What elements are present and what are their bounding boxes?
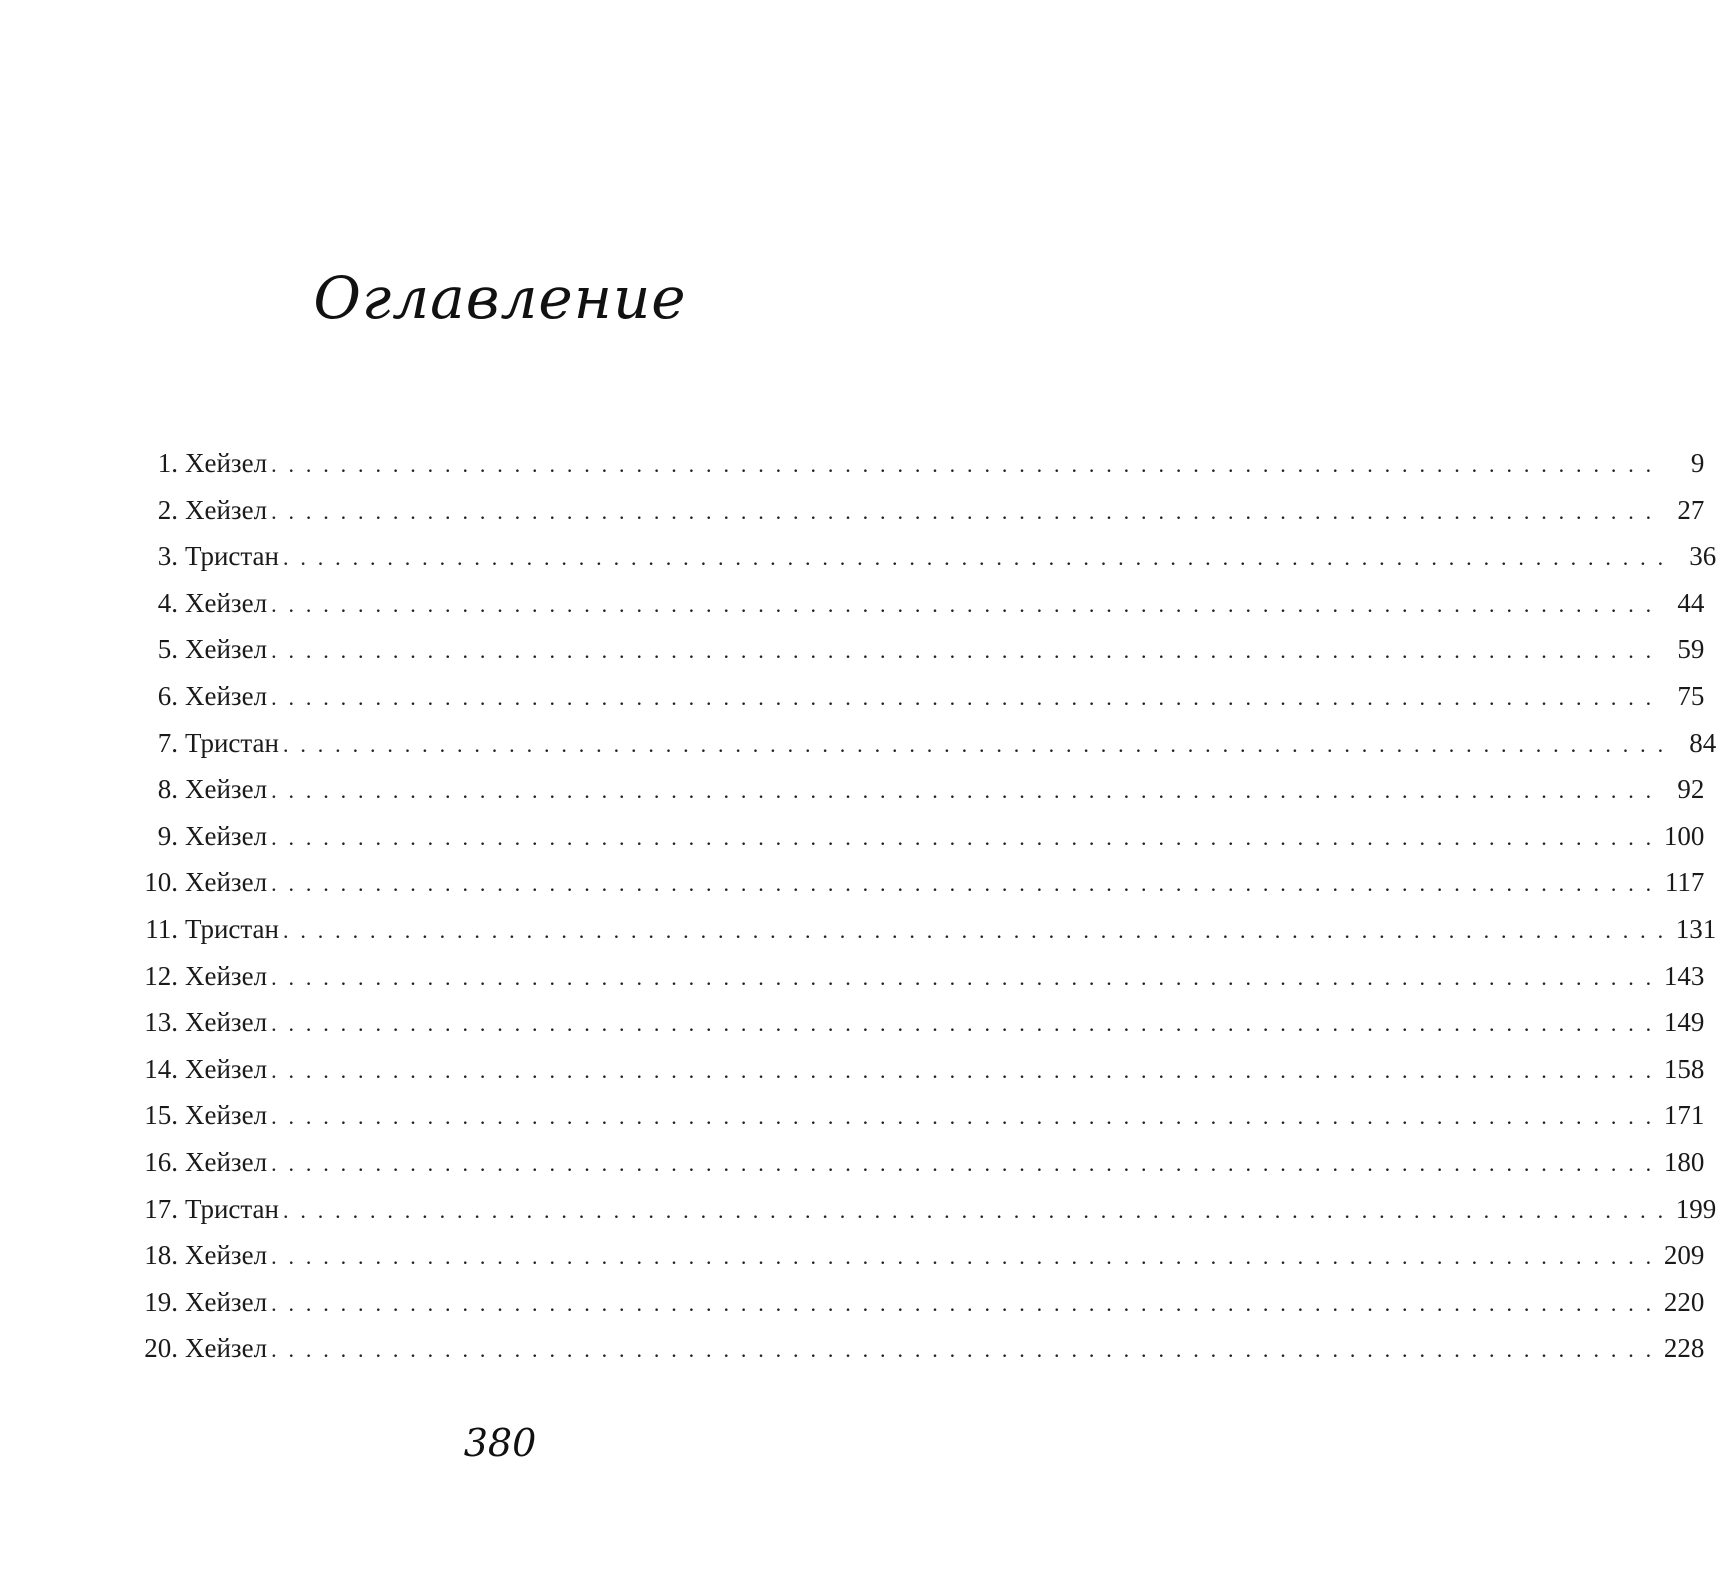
toc-entry-page: 9: [1690, 448, 1705, 478]
dot-leader: . . . . . . . . . . . . . . . . . . . . . . . . . . . . . . . . . . . . . . . . . . . . . . . . . . . . . . . . . . . . . . . . . . . . . . . . . . . . . . . .: [282, 731, 1667, 757]
toc-entry-number: 8.: [157, 774, 178, 805]
dot-leader: . . . . . . . . . . . . . . . . . . . . . . . . . . . . . . . . . . . . . . . . . . . . . . . . . . . . . . . . . . . . . . . . . . . . . . . . . . . . . . . .: [271, 498, 1655, 524]
toc-entry: [128, 906, 1716, 953]
toc-entry-number: 3.: [157, 541, 178, 572]
toc-entry-number: 11.: [145, 913, 178, 944]
toc-entry-number: 4.: [157, 587, 178, 618]
toc-entry-page: 100: [1663, 820, 1705, 851]
toc-entry-title: Хейзел: [185, 634, 268, 665]
toc-entry-number: 20.: [144, 1333, 178, 1364]
toc-entry-page: 84: [1689, 727, 1716, 758]
toc-entry-page: 27: [1677, 494, 1705, 525]
toc-entry-page: 59: [1677, 634, 1705, 665]
toc-entry: [128, 813, 1705, 860]
toc-entry-title: Хейзел: [185, 1100, 268, 1131]
toc-entry: [128, 1139, 1705, 1186]
toc-entry-title: Хейзел: [185, 960, 268, 991]
toc-entry-number: 15.: [144, 1100, 178, 1131]
toc-entry-title: Хейзел: [185, 1240, 268, 1271]
toc-entry-title: Хейзел: [185, 448, 268, 478]
toc-entry-page: 149: [1663, 1007, 1705, 1038]
dot-leader: . . . . . . . . . . . . . . . . . . . . . . . . . . . . . . . . . . . . . . . . . . . . . . . . . . . . . . . . . . . . . . . . . . . . . . . . . . . . . . . .: [271, 964, 1655, 990]
dot-leader: . . . . . . . . . . . . . . . . . . . . . . . . . . . . . . . . . . . . . . . . . . . . . . . . . . . . . . . . . . . . . . . . . . . . . . . . . . . . . . . .: [271, 638, 1655, 664]
toc-entry-title: Хейзел: [185, 1053, 268, 1084]
toc-entry-page: 228: [1663, 1333, 1705, 1364]
toc-entry: [128, 487, 1705, 534]
toc-entry-title: Хейзел: [185, 1146, 268, 1177]
toc-entry-title: Тристан: [185, 1193, 279, 1224]
page-title: Оглавление: [313, 264, 687, 332]
toc-entry: [128, 1046, 1705, 1093]
dot-leader: . . . . . . . . . . . . . . . . . . . . . . . . . . . . . . . . . . . . . . . . . . . . . . . . . . . . . . . . . . . . . . . . . . . . . . . . . . . . . . . .: [271, 1057, 1655, 1083]
toc-entry: [128, 953, 1705, 1000]
dot-leader: . . . . . . . . . . . . . . . . . . . . . . . . . . . . . . . . . . . . . . . . . . . . . . . . . . . . . . . . . . . . . . . . . . . . . . . . . . . . . . . .: [271, 452, 1655, 477]
toc-entry-title: Хейзел: [185, 680, 268, 711]
toc-entry-number: 2.: [157, 494, 178, 525]
toc-entry: [128, 1279, 1705, 1326]
toc-entry: [128, 766, 1705, 813]
toc-entry-number: 16.: [144, 1146, 178, 1177]
toc-entry: [128, 859, 1705, 906]
toc-entry: [128, 720, 1716, 767]
toc-entry: [128, 626, 1705, 673]
toc-entry-number: 1.: [157, 448, 178, 478]
dot-leader: . . . . . . . . . . . . . . . . . . . . . . . . . . . . . . . . . . . . . . . . . . . . . . . . . . . . . . . . . . . . . . . . . . . . . . . . . . . . . . . .: [271, 824, 1655, 850]
toc-entry: [128, 999, 1705, 1046]
toc-entry-title: Тристан: [185, 913, 279, 944]
toc-entry-page: 209: [1663, 1240, 1705, 1271]
toc-entry: [128, 533, 1716, 580]
toc-entry-number: 19.: [144, 1286, 178, 1317]
toc-entry-number: 18.: [144, 1240, 178, 1271]
toc-entry-page: 92: [1677, 774, 1705, 805]
toc-entry: [128, 1186, 1716, 1233]
toc-entry-page: 36: [1689, 541, 1716, 572]
toc-entry-number: 9.: [157, 820, 178, 851]
toc-entry-title: Хейзел: [185, 867, 268, 898]
dot-leader: . . . . . . . . . . . . . . . . . . . . . . . . . . . . . . . . . . . . . . . . . . . . . . . . . . . . . . . . . . . . . . . . . . . . . . . . . . . . . . . .: [271, 1104, 1655, 1130]
toc-entry-title: Хейзел: [185, 1333, 268, 1364]
toc-entry-title: Хейзел: [185, 494, 268, 525]
toc-entry: [128, 1325, 1705, 1372]
toc-entry-page: 131: [1675, 913, 1716, 944]
toc-entry-page: 44: [1677, 587, 1705, 618]
toc-entry-title: Хейзел: [185, 820, 268, 851]
table-of-contents: [128, 440, 1716, 1372]
toc-entry-page: 220: [1663, 1286, 1705, 1317]
dot-leader: . . . . . . . . . . . . . . . . . . . . . . . . . . . . . . . . . . . . . . . . . . . . . . . . . . . . . . . . . . . . . . . . . . . . . . . . . . . . . . . .: [271, 1011, 1655, 1037]
toc-entry-page: 199: [1675, 1193, 1716, 1224]
toc-entry-number: 6.: [157, 680, 178, 711]
toc-entry-title: Хейзел: [185, 1007, 268, 1038]
toc-entry-number: 12.: [144, 960, 178, 991]
toc-entry-title: Хейзел: [185, 774, 268, 805]
toc-entry-page: 117: [1664, 867, 1705, 898]
dot-leader: . . . . . . . . . . . . . . . . . . . . . . . . . . . . . . . . . . . . . . . . . . . . . . . . . . . . . . . . . . . . . . . . . . . . . . . . . . . . . . . .: [282, 545, 1667, 571]
dot-leader: . . . . . . . . . . . . . . . . . . . . . . . . . . . . . . . . . . . . . . . . . . . . . . . . . . . . . . . . . . . . . . . . . . . . . . . . . . . . . . . .: [271, 684, 1655, 710]
toc-entry-number: 7.: [157, 727, 178, 758]
dot-leader: . . . . . . . . . . . . . . . . . . . . . . . . . . . . . . . . . . . . . . . . . . . . . . . . . . . . . . . . . . . . . . . . . . . . . . . . . . . . . . . .: [282, 917, 1667, 943]
toc-entry: [128, 580, 1705, 627]
dot-leader: . . . . . . . . . . . . . . . . . . . . . . . . . . . . . . . . . . . . . . . . . . . . . . . . . . . . . . . . . . . . . . . . . . . . . . . . . . . . . . . .: [271, 1244, 1655, 1270]
toc-entry: [128, 1092, 1705, 1139]
toc-entry-number: 17.: [144, 1193, 178, 1224]
dot-leader: . . . . . . . . . . . . . . . . . . . . . . . . . . . . . . . . . . . . . . . . . . . . . . . . . . . . . . . . . . . . . . . . . . . . . . . . . . . . . . . .: [282, 1197, 1667, 1223]
toc-entry-page: 180: [1663, 1146, 1705, 1177]
toc-entry: [128, 673, 1705, 720]
toc-entry-page: 158: [1663, 1053, 1705, 1084]
toc-entry-number: 14.: [144, 1053, 178, 1084]
toc-entry-title: Хейзел: [185, 1286, 268, 1317]
dot-leader: . . . . . . . . . . . . . . . . . . . . . . . . . . . . . . . . . . . . . . . . . . . . . . . . . . . . . . . . . . . . . . . . . . . . . . . . . . . . . . . .: [271, 778, 1655, 804]
toc-entry-number: 13.: [144, 1007, 178, 1038]
toc-entry: [128, 1232, 1705, 1279]
toc-entry-page: 75: [1677, 680, 1705, 711]
toc-entry-number: 10.: [144, 867, 178, 898]
toc-entry-number: 5.: [157, 634, 178, 665]
dot-leader: . . . . . . . . . . . . . . . . . . . . . . . . . . . . . . . . . . . . . . . . . . . . . . . . . . . . . . . . . . . . . . . . . . . . . . . . . . . . . . . .: [271, 1150, 1655, 1176]
dot-leader: . . . . . . . . . . . . . . . . . . . . . . . . . . . . . . . . . . . . . . . . . . . . . . . . . . . . . . . . . . . . . . . . . . . . . . . . . . . . . . . .: [271, 871, 1655, 897]
dot-leader: . . . . . . . . . . . . . . . . . . . . . . . . . . . . . . . . . . . . . . . . . . . . . . . . . . . . . . . . . . . . . . . . . . . . . . . . . . . . . . . .: [271, 1337, 1655, 1363]
toc-entry-page: 171: [1663, 1100, 1705, 1131]
toc-entry-page: 143: [1663, 960, 1705, 991]
toc-entry: [128, 440, 1705, 487]
dot-leader: . . . . . . . . . . . . . . . . . . . . . . . . . . . . . . . . . . . . . . . . . . . . . . . . . . . . . . . . . . . . . . . . . . . . . . . . . . . . . . . .: [271, 1290, 1655, 1316]
dot-leader: . . . . . . . . . . . . . . . . . . . . . . . . . . . . . . . . . . . . . . . . . . . . . . . . . . . . . . . . . . . . . . . . . . . . . . . . . . . . . . . .: [271, 591, 1655, 617]
page-number: 380: [463, 1421, 537, 1465]
toc-entry-title: Хейзел: [185, 587, 268, 618]
toc-entry-title: Тристан: [185, 541, 279, 572]
toc-entry-title: Тристан: [185, 727, 279, 758]
